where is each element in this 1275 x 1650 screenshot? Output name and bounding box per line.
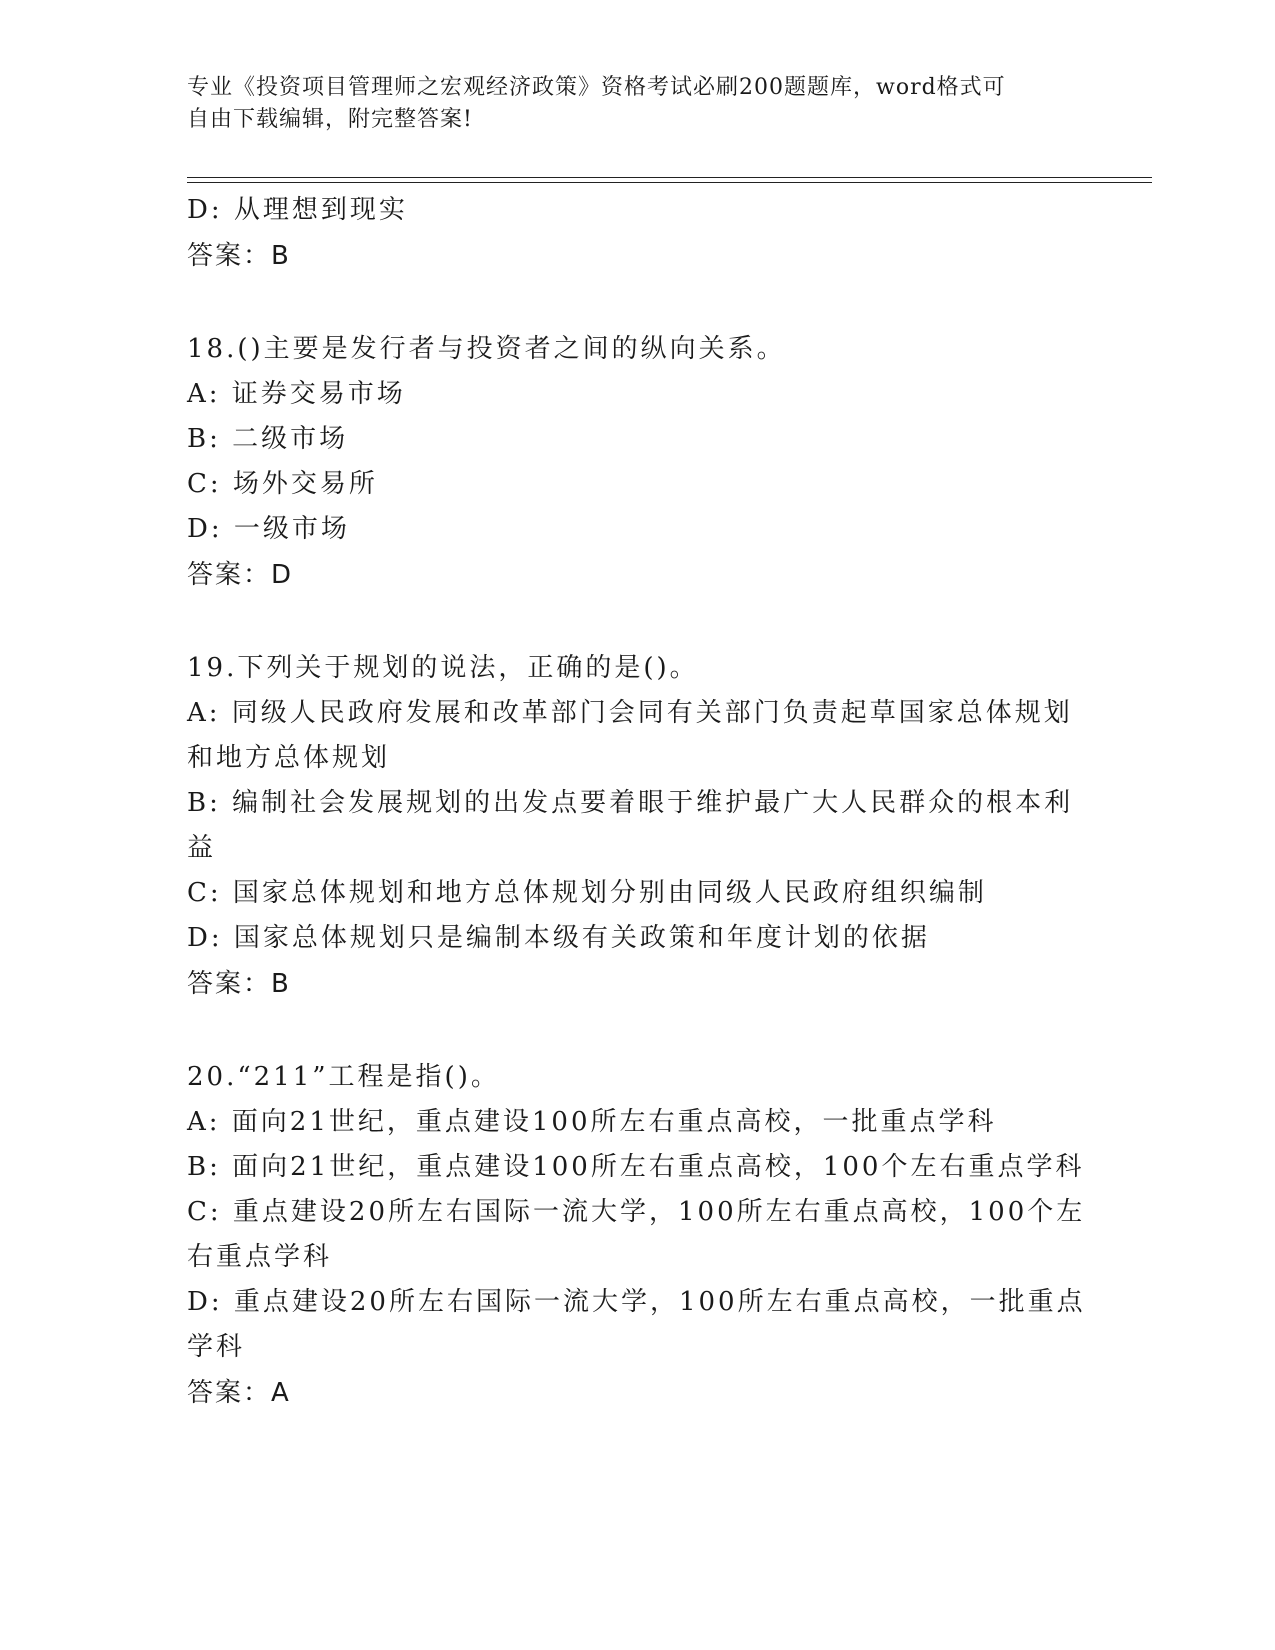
option-d: D: 国家总体规划只是编制本级有关政策和年度计划的依据 (187, 923, 930, 953)
option-c: C: 国家总体规划和地方总体规划分别由同级人民政府组织编制 (187, 878, 987, 908)
question-stem: 19.下列关于规划的说法，正确的是()。 (187, 653, 699, 683)
header-line-2: 自由下载编辑，附完整答案! (187, 107, 473, 132)
header-divider-bottom (187, 182, 1152, 183)
header-line-1: 专业《投资项目管理师之宏观经济政策》资格考试必刷200题题库，word格式可 (187, 75, 1006, 100)
document-header (187, 72, 1067, 136)
option-c: C: 场外交易所 (187, 469, 378, 499)
answer-line: 答案：A (187, 1378, 291, 1408)
option-a: A: 面向21世纪，重点建设100所左右重点高校，一批重点学科 (187, 1107, 997, 1137)
option-d: D: 从理想到现实 (187, 195, 408, 225)
option-d: D: 一级市场 (187, 514, 350, 544)
question-stem: 18.()主要是发行者与投资者之间的纵向关系。 (187, 334, 786, 364)
question-list (187, 188, 1087, 1416)
option-b: B: 编制社会发展规划的出发点要着眼于维护最广大人民群众的根本利益 (187, 788, 1074, 863)
question-19 (187, 646, 1087, 1007)
answer-line: 答案：D (187, 560, 294, 590)
question-20 (187, 1055, 1087, 1416)
header-divider-top (187, 177, 1152, 178)
answer-line: 答案：B (187, 969, 291, 999)
question-18 (187, 327, 1087, 598)
option-a: A: 证券交易市场 (187, 379, 406, 409)
option-b: B: 二级市场 (187, 424, 349, 454)
answer-line: 答案：B (187, 241, 291, 271)
question-stem: 20.“211”工程是指()。 (187, 1062, 500, 1092)
option-d: D: 重点建设20所左右国际一流大学，100所左右重点高校，一批重点学科 (187, 1287, 1086, 1362)
option-a: A: 同级人民政府发展和改革部门会同有关部门负责起草国家总体规划和地方总体规划 (187, 698, 1073, 773)
previous-question-tail (187, 188, 1087, 279)
option-c: C: 重点建设20所左右国际一流大学，100所左右重点高校，100个左右重点学科 (187, 1197, 1086, 1272)
option-b: B: 面向21世纪，重点建设100所左右重点高校，100个左右重点学科 (187, 1152, 1085, 1182)
